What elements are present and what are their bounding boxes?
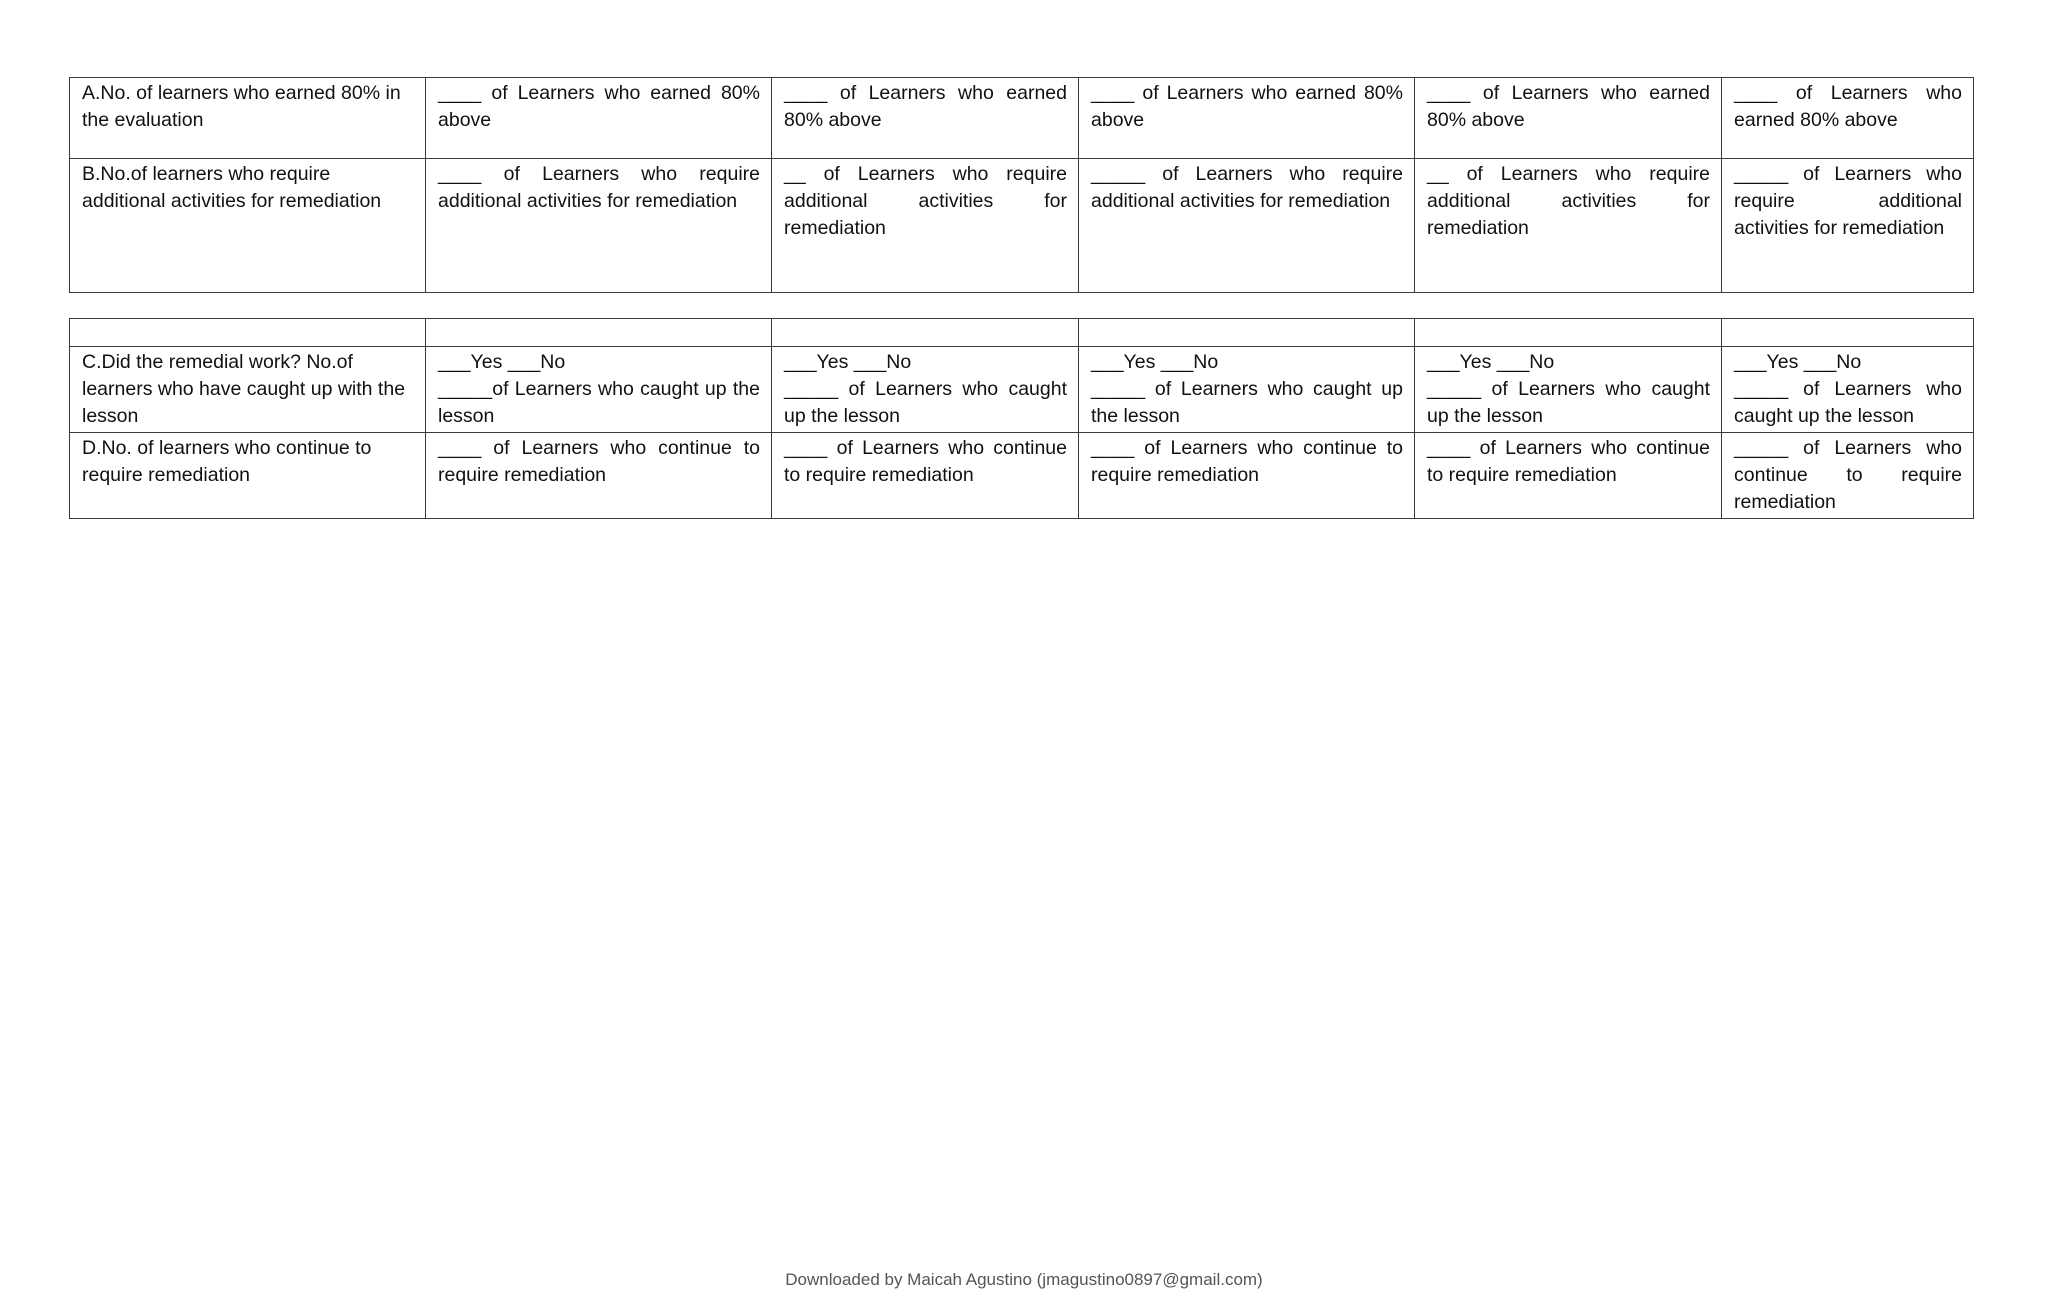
cell-a-4: ____ of Learners who earned 80% above bbox=[1415, 78, 1722, 159]
row-label-b: B.No.of learners who require additional activities for remediation bbox=[70, 159, 426, 293]
cell-c-5 bbox=[1722, 347, 1974, 433]
cell-b-5: _____ of Learners who require additional activities for remediation bbox=[1722, 159, 1974, 293]
cell-b-4: __ of Learners who require additional activities for remediation bbox=[1415, 159, 1722, 293]
cell-a-2: ____ of Learners who earned 80% above bbox=[772, 78, 1079, 159]
caught-up-text: _____ of Learners who caught up the lesson bbox=[1734, 378, 1962, 427]
cell-c-2 bbox=[772, 347, 1079, 433]
cell-a-3: ____ of Learners who earned 80% above bbox=[1079, 78, 1415, 159]
remediation-table-bottom bbox=[69, 318, 1974, 519]
table-row bbox=[70, 159, 1974, 293]
empty-cell bbox=[70, 319, 426, 347]
caught-up-text: _____ of Learners who caught up the lesson bbox=[784, 378, 1067, 427]
caught-up-text: _____of Learners who caught up the lesson bbox=[438, 378, 760, 427]
table-row bbox=[70, 433, 1974, 519]
yes-no-blank: ___Yes ___No bbox=[438, 351, 566, 373]
cell-d-2: ____ of Learners who continue to require remediation bbox=[772, 433, 1079, 519]
cell-b-2: __ of Learners who require additional activities for remediation bbox=[772, 159, 1079, 293]
table-row bbox=[70, 78, 1974, 159]
yes-no-blank: ___Yes ___No bbox=[784, 351, 912, 373]
empty-cell bbox=[772, 319, 1079, 347]
cell-c-1 bbox=[426, 347, 772, 433]
cell-d-3: ____ of Learners who continue to require remediation bbox=[1079, 433, 1415, 519]
cell-a-5: ____ of Learners who earned 80% above bbox=[1722, 78, 1974, 159]
yes-no-blank: ___Yes ___No bbox=[1427, 351, 1555, 373]
table-row-empty bbox=[70, 319, 1974, 347]
row-label-d: D.No. of learners who continue to require remediation bbox=[70, 433, 426, 519]
cell-a-1: ____ of Learners who earned 80% above bbox=[426, 78, 772, 159]
cell-c-4 bbox=[1415, 347, 1722, 433]
empty-cell bbox=[1079, 319, 1415, 347]
caught-up-text: _____ of Learners who caught up the lesson bbox=[1427, 378, 1710, 427]
cell-b-3: _____ of Learners who require additional activities for remediation bbox=[1079, 159, 1415, 293]
empty-cell bbox=[1415, 319, 1722, 347]
download-footer: Downloaded by Maicah Agustino (jmagustino0897@gmail.com) bbox=[785, 1270, 1263, 1289]
row-label-a: A.No. of learners who earned 80% in the evaluation bbox=[70, 78, 426, 159]
empty-cell bbox=[426, 319, 772, 347]
caught-up-text: _____ of Learners who caught up the lesson bbox=[1091, 378, 1403, 427]
cell-b-1: ____ of Learners who require additional activities for remediation bbox=[426, 159, 772, 293]
empty-cell bbox=[1722, 319, 1974, 347]
cell-d-5: _____ of Learners who continue to require remediation bbox=[1722, 433, 1974, 519]
cell-d-4: ____ of Learners who continue to require remediation bbox=[1415, 433, 1722, 519]
table-row bbox=[70, 347, 1974, 433]
row-label-c: C.Did the remedial work? No.of learners who have caught up with the lesson bbox=[70, 347, 426, 433]
yes-no-blank: ___Yes ___No bbox=[1734, 351, 1862, 373]
cell-d-1: ____ of Learners who continue to require remediation bbox=[426, 433, 772, 519]
remediation-table-top bbox=[69, 77, 1974, 293]
cell-c-3 bbox=[1079, 347, 1415, 433]
yes-no-blank: ___Yes ___No bbox=[1091, 351, 1219, 373]
